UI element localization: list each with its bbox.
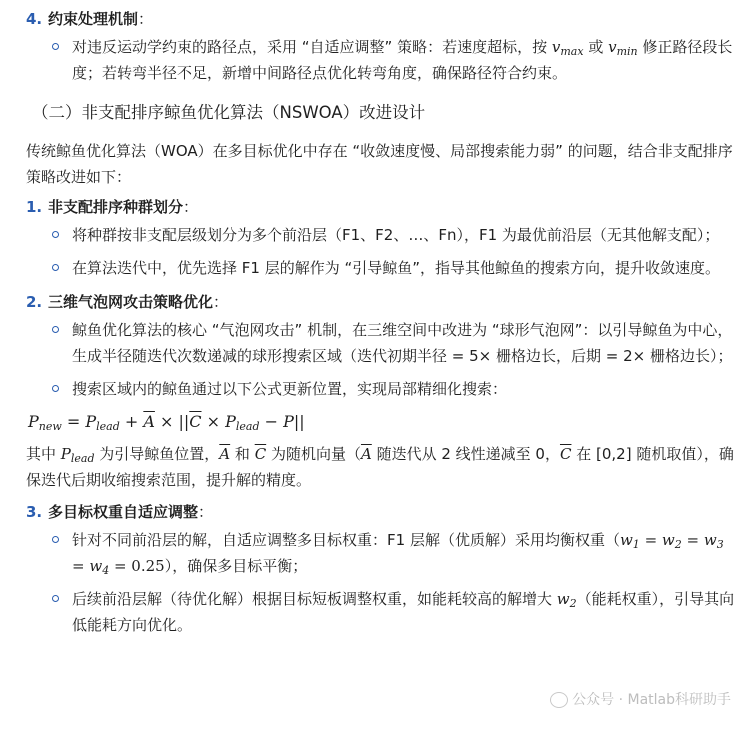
bullet-item: 针对不同前沿层的解，自适应调整多目标权重：F1 层解（优质解）采用均衡权重$(w_1 = w_2 = w_3 = w_4 = 0.25)$，确保多目标平衡； bbox=[48, 527, 737, 579]
bullet-item: 搜索区域内的鲸鱼通过以下公式更新位置，实现局部精细化搜索： bbox=[48, 376, 737, 402]
item-title: 多目标权重自适应调整 bbox=[48, 503, 199, 521]
list-item-weights: 3. 多目标权重自适应调整： bbox=[26, 499, 737, 525]
item-title: 约束处理机制 bbox=[48, 10, 139, 28]
item-title: 非支配排序种群划分 bbox=[48, 198, 184, 216]
list-number: 2. bbox=[26, 293, 43, 311]
position-update-formula: $P_{new} = P_{lead} + \overline{A} \times ||\overline{C} \times P_{lead} - P||$ bbox=[28, 412, 305, 433]
bullet-item: 后续前沿层解（待优化解）根据目标短板调整权重，如能耗较高的解增大 $w_2$（能耗权重），引导其向低能耗方向优化。 bbox=[48, 586, 737, 638]
bullet-item: 对违反运动学约束的路径点，采用 “自适应调整” 策略：若速度超标，按 $v_{max}$ 或 $v_{min}$ 修正路径段长度；若转弯半径不足，新增中间路径点优化转弯角度，确保路径符合约束。 bbox=[48, 34, 737, 86]
list-item-constraint: 4. 约束处理机制： bbox=[26, 6, 737, 32]
vector-c: $\overline{C}$ bbox=[189, 412, 202, 431]
item-title: 三维气泡网攻击策略优化 bbox=[48, 293, 214, 311]
watermark-text: 公众号 · Matlab科研助手 bbox=[572, 692, 731, 708]
list-item-bubble-net: 2. 三维气泡网攻击策略优化： bbox=[26, 289, 737, 315]
list-number: 4. bbox=[26, 10, 43, 28]
intro-paragraph: 传统鲸鱼优化算法（WOA）在多目标优化中存在 “收敛速度慢、局部搜索能力弱” 的问题，结合非支配排序策略改进如下： bbox=[26, 142, 733, 186]
sub-list bbox=[26, 222, 737, 281]
sub-list bbox=[26, 317, 737, 402]
list-number: 3. bbox=[26, 503, 43, 521]
bullet-item: 将种群按非支配层级划分为多个前沿层（F1、F2、…、Fn），F1 为最优前沿层（无其他解支配）； bbox=[48, 222, 737, 248]
math-weights: $w_1 = w_2 = w_3 = w_4 = 0.25$ bbox=[72, 531, 724, 577]
math-vmax: $v_{max}$ bbox=[551, 38, 584, 58]
watermark bbox=[550, 687, 731, 713]
sub-list bbox=[26, 527, 737, 638]
wechat-icon bbox=[550, 692, 568, 708]
section-heading: （二）非支配排序鲸鱼优化算法（NSWOA）改进设计 bbox=[32, 103, 426, 122]
math-w2: $w_2$ bbox=[556, 590, 577, 610]
formula-explanation: 其中 $P_{lead}$ 为引导鲸鱼位置，$\overline{A}$ 和 $\overline{C}$ 为随机向量（$\overline{A}$ 随迭代从 2 线性递减至 0，$\overline{C}$ 在 [0,2] 随机取值），确保迭代后期收缩搜索范围，提升解的精度。 bbox=[26, 445, 734, 489]
bullet-item: 鲸鱼优化算法的核心 “气泡网攻击” 机制，在三维空间中改进为 “球形气泡网”：以引导鲸鱼为中心，生成半径随迭代次数递减的球形搜索区域（迭代初期半径 = 5× 栅格边长，后期 = 2× 栅格边长）； bbox=[48, 317, 737, 369]
list-number: 1. bbox=[26, 198, 43, 216]
bullet-item: 在算法迭代中，优先选择 F1 层的解作为 “引导鲸鱼”，指导其他鲸鱼的搜索方向，提升收敛速度。 bbox=[48, 255, 737, 281]
sub-list bbox=[26, 34, 737, 86]
list-item-sorting: 1. 非支配排序种群划分： bbox=[26, 194, 737, 220]
math-vmin: $v_{min}$ bbox=[608, 38, 638, 58]
vector-a: $\overline{A}$ bbox=[143, 412, 155, 431]
